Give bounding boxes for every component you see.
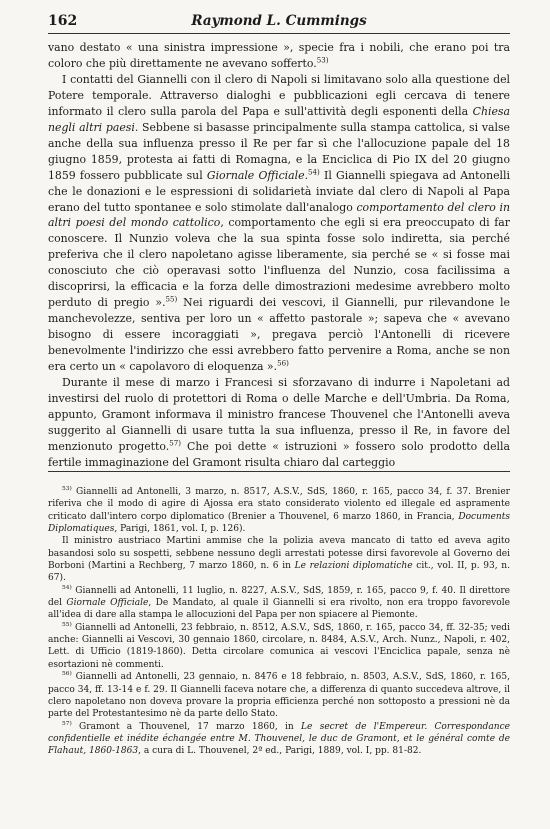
paragraph-1	[48, 40, 510, 72]
paragraph-2-text-d: , comportamento che egli si era preoccupato di far conoscere. Il Nunzio voleva che la sua spinta fosse solo indiretta, sia perché preferiva che il clero napoletano agisse liberamente, sia perché se « si fosse mai conosciuto che ciò operavasi sotto l'influenza del Nunzio, cosa facilissima a discoprirsi, la efficacia e la forza delle dimostrazioni medesime avrebbero molto perduto di pregio ».	[48, 216, 510, 310]
footnote-53-text-b: , Parigi, 1861, vol. I, p. 126).	[114, 524, 246, 535]
footnote-53-number: 53)	[62, 485, 72, 492]
footnote-54	[48, 585, 510, 622]
footnote-53	[48, 486, 510, 535]
footnote-53-text-c: Il ministro austriaco Martini ammise che la polizia aveva mancato di tatto ed aveva agito basandosi solo su sospetti, sebbene nessuno degli arrestati potesse dirsi favorevole al Governo dei Borboni (Martini a Rechberg, 7 marzo 1860, n. 6 in	[48, 536, 510, 572]
page-number: 162	[48, 13, 78, 29]
footnote-53-italic: Documents Diplomatiques	[48, 511, 510, 535]
footnote-ref-55[interactable]: 55)	[165, 294, 178, 304]
footnote-53-text-a: Giannelli ad Antonelli, 3 marzo, n. 8517, A.S.V., SdS, 1860, r. 165, pacco 34, f. 37. Brenier riferiva che il modo di agire di Ajossa era stato considerato violento ed illegale ed aspramente criticato dall'intero corpo diplomatico (Brenier a Thouvenel, 6 marzo 1860, in Francia,	[48, 487, 510, 522]
footnote-57	[48, 721, 510, 758]
paragraph-2-text-a: I contatti del Giannelli con il clero di Napoli si limitavano solo alla questione del Potere temporale. Attraverso dialoghi e pubblicazioni egli cercava di tenere informato il clero sulla parola del Papa e sull'attività degli esponenti della	[48, 72, 510, 118]
footnote-54-number: 54)	[62, 584, 72, 591]
paragraph-3-text-b: Che poi dette « istruzioni » fossero solo prodotto della fertile immaginazione del Gramont risulta chiaro dal carteggio	[48, 439, 510, 469]
footnote-56-text: Giannelli ad Antonelli, 23 gennaio, n. 8476 e 18 febbraio, n. 8503, A.S.V., SdS, 1860, r. 165, pacco 34, ff. 13-14 e f. 29. Il Giannelli faceva notare che, a differenza di quanto succedeva altrove, il clero napoletano non doveva provare la propria efficienza perché non sottoposto a pressioni nè da parte del Protestantesimo nè da parte dello Stato.	[48, 672, 510, 720]
footnote-55-number: 55)	[62, 621, 72, 628]
paragraph-3	[48, 375, 510, 471]
footnote-53-continued	[48, 535, 510, 584]
paragraph-2-italic-1: Chiesa negli altri paesi.	[48, 104, 510, 134]
paragraph-2-italic-3: comportamento del clero in altri poesi del mondo cattolico	[48, 200, 510, 230]
footnote-rule	[48, 471, 510, 472]
footnote-54-italic: Giornale Officiale	[66, 598, 149, 609]
footnote-55-text: Giannelli ad Antonelli, 23 febbraio, n. 8512, A.S.V., SdS, 1860, r. 165, pacco 34, ff. 32-35; vedi anche: Giannelli ai Vescovi, 30 gennaio 1860, circolare, n. 8484, A.S.V., Arch. Nunz., Napoli, r. 402, Lett. di Ufficio (1819-1860). Detta circolare comunica ai vescovi l'Enciclica papale, senza nè esortazioni nè commenti.	[48, 622, 510, 670]
main-text	[48, 40, 510, 471]
footnote-57-text-a: Gramont a Thouvenel, 17 marzo 1860, in	[71, 721, 302, 732]
paragraph-3-text-a: Durante il mese di marzo i Francesi si sforzavano di indurre i Napoletani ad investirsi del ruolo di protettori di Roma o delle Marche e dell'Umbria. Da Roma, appunto, Gramont informava il ministro francese Thouvenel che l'Antonelli aveva suggerito al Giannelli di usare tutta la sua influenza, presso il Re, in favore del menzionuto progetto.	[48, 376, 510, 453]
footnote-57-italic: Le secret de l'Empereur. Correspondance confidentielle et inédite échangée entre M. Thouvenel, le duc de Gramont, et le général comte de Flahaut, 1860-1863	[48, 721, 510, 757]
footnote-54-text-b: , De Mandato, al quale il Giannelli si era rivolto, non era troppo favorevole all'idea di dare alla stampa le allocuzioni del Papa per non spiacere al Piemonte.	[48, 598, 510, 621]
paragraph-1-text: vano destato « una sinistra impressione », specie fra i nobili, che erano poi tra coloro che più direttamente ne avevano sofferto.	[48, 41, 510, 70]
running-head	[48, 10, 510, 32]
footnote-ref-53[interactable]: 53)	[316, 55, 329, 65]
footnote-56	[48, 671, 510, 720]
paragraph-2-text-e: Nei riguardi dei vescovi, il Giannelli, pur rilevandone le manchevolezze, sentiva per loro un « affetto pastorale »; sapeva che « avevano bisogno di essere incoraggiati », pregava perciò l'Antonelli di ricevere benevolmente l'indirizzo che essi avrebbero fatto pervenire a Roma, anche se non era certo un « capolavoro di eloquenza ».	[48, 296, 510, 374]
footnote-54-text-a: Giannelli ad Antonelli, 11 luglio, n. 8227, A.S.V., SdS, 1859, r. 165, pacco 9, f. 40. Il direttore del	[48, 585, 510, 609]
header-rule	[48, 33, 510, 34]
footnote-ref-57[interactable]: 57)	[169, 438, 182, 448]
footnote-56-number: 56)	[62, 671, 72, 678]
paragraph-2-text-b: Sebbene si basasse principalmente sulla stampa cattolica, si valse anche della sua influenza presso il Re per far sì che l'allocuzione papale del 18 giugno 1859, protesta ai fatti di Romagna, e la Enciclica di Pio IX del 20 giugno 1859 fossero pubblicate sul	[48, 120, 510, 182]
footnote-53-text-d: cit., vol. II, p. 93, n. 67).	[48, 561, 510, 584]
footnote-ref-54[interactable]: 54)	[308, 167, 320, 176]
footnote-ref-56[interactable]: 56)	[277, 358, 289, 368]
footnote-57-text-b: , a cura di L. Thouvenel, 2ª ed., Parigi, 1889, vol. I, pp. 81-82.	[138, 746, 422, 757]
paragraph-2	[48, 72, 510, 375]
footnotes	[48, 486, 510, 758]
footnote-57-number: 57)	[62, 720, 72, 727]
paragraph-2-text-c: Il Giannelli spiegava ad Antonelli che le donazioni e le espressioni di solidarietà inviate dal clero di Napoli al Papa erano del tutto spontanee e solo stimolate dall'analogo	[48, 168, 510, 214]
paragraph-2-italic-2: Giornale Officiale.	[206, 168, 309, 182]
footnote-53-italic-2: Le relazioni diplomatiche	[294, 561, 413, 572]
footnote-55	[48, 622, 510, 671]
running-title: Raymond L. Cummings	[191, 13, 367, 29]
